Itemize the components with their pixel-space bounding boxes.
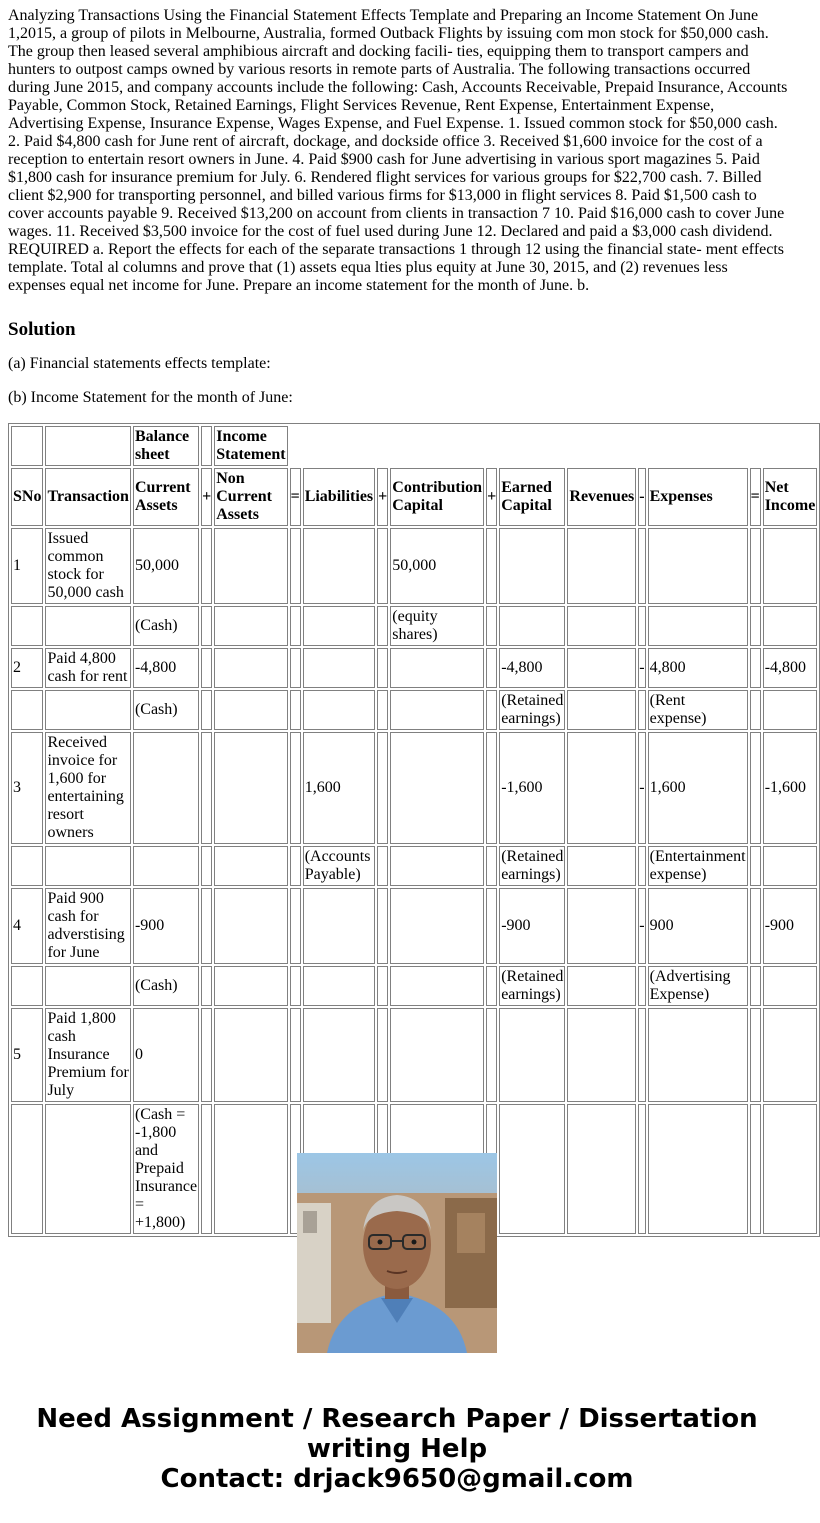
banner-contact[interactable]: Contact: drjack9650@gmail.com: [160, 1464, 634, 1494]
cell-revenues: [567, 648, 636, 688]
cell-plus: [201, 1104, 212, 1234]
cell-contribution-capital: [390, 1008, 484, 1102]
cell-current-assets: 50,000: [133, 528, 199, 604]
cell-revenues: [567, 606, 636, 646]
cell-equals: [290, 648, 301, 688]
cell-contribution-capital: [390, 690, 484, 730]
cell-non-current-assets: [214, 732, 287, 844]
cell-contribution-capital: [390, 966, 484, 1006]
cell-minus: -: [638, 888, 645, 964]
cell-revenues: [567, 846, 636, 886]
cell-earned-capital: [499, 528, 565, 604]
table-row: [11, 606, 817, 646]
cell-non-current-assets: [214, 1104, 287, 1234]
cell-net-income: -900: [763, 888, 818, 964]
cell-plus: [486, 528, 497, 604]
table-row: [11, 888, 817, 964]
cell-minus: [638, 1104, 645, 1234]
column-header-equals: =: [750, 468, 761, 526]
cell-earned-capital: -900: [499, 888, 565, 964]
cell-revenues: [567, 888, 636, 964]
solution-heading: Solution: [8, 319, 76, 340]
cell-minus: [638, 1008, 645, 1102]
table-row: [11, 690, 817, 730]
cell-contribution-capital: [390, 846, 484, 886]
cell-transaction: Paid 900 cash for adverstising for June: [45, 888, 130, 964]
cell-net-income: [763, 606, 818, 646]
cell-plus: [377, 690, 388, 730]
cell-plus: [377, 1008, 388, 1102]
cell-current-assets: (Cash = -1,800 and Prepaid Insurance = +1,800): [133, 1104, 199, 1234]
cell-revenues: [567, 966, 636, 1006]
cell-expenses: [648, 1008, 748, 1102]
cell-earned-capital: [499, 1008, 565, 1102]
cell-revenues: [567, 1008, 636, 1102]
author-photo: [297, 1153, 497, 1353]
cell-revenues: [567, 732, 636, 844]
cell-liabilities: [303, 690, 375, 730]
table-row: [11, 846, 817, 886]
cell-minus: [638, 966, 645, 1006]
column-header-non-current-assets: Non Current Assets: [214, 468, 287, 526]
cell-minus: -: [638, 732, 645, 844]
cell-non-current-assets: [214, 606, 287, 646]
cell-equals: [290, 690, 301, 730]
table-row: [11, 732, 817, 844]
cell-transaction: [45, 1104, 130, 1234]
cell-transaction: Issued common stock for 50,000 cash: [45, 528, 130, 604]
cell-minus: [638, 606, 645, 646]
cell-non-current-assets: [214, 888, 287, 964]
cell-sno: [11, 606, 43, 646]
cell-current-assets: (Cash): [133, 690, 199, 730]
cell-earned-capital: [499, 1104, 565, 1234]
column-header-earned-capital: Earned Capital: [499, 468, 565, 526]
cell-minus: [638, 528, 645, 604]
cell-minus: -: [638, 648, 645, 688]
cell-liabilities: [303, 1008, 375, 1102]
cell-contribution-capital: [390, 732, 484, 844]
cell-equals: [750, 846, 761, 886]
document-body: [8, 7, 794, 423]
cell-liabilities: [303, 966, 375, 1006]
cell-equals: [290, 606, 301, 646]
cell-net-income: [763, 1008, 818, 1102]
cell-net-income: [763, 1104, 818, 1234]
cell-current-assets: -900: [133, 888, 199, 964]
table-row: [11, 528, 817, 604]
cell-plus: [201, 888, 212, 964]
cell-current-assets: (Cash): [133, 606, 199, 646]
column-header-current-assets: Current Assets: [133, 468, 199, 526]
banner-line-1: Need Assignment / Research Paper / Dissertation: [36, 1404, 758, 1434]
column-header-equals: =: [290, 468, 301, 526]
cell-plus: [377, 732, 388, 844]
cell-earned-capital: (Retained earnings): [499, 966, 565, 1006]
cell-plus: [201, 528, 212, 604]
group-header-empty: [45, 426, 130, 466]
group-header-empty: [11, 426, 43, 466]
cell-expenses: (Entertainment expense): [648, 846, 748, 886]
cell-plus: [201, 1008, 212, 1102]
column-header-net-income: Net Income: [763, 468, 818, 526]
cell-sno: [11, 966, 43, 1006]
banner-line-2: writing Help: [306, 1434, 488, 1464]
cell-earned-capital: (Retained earnings): [499, 690, 565, 730]
table-row: [11, 966, 817, 1006]
cell-equals: [290, 888, 301, 964]
cell-transaction: [45, 690, 130, 730]
cell-liabilities: 1,600: [303, 732, 375, 844]
cell-expenses: [648, 606, 748, 646]
effects-template-table: [8, 423, 820, 1237]
cell-non-current-assets: [214, 966, 287, 1006]
cell-equals: [750, 966, 761, 1006]
cell-equals: [750, 732, 761, 844]
cell-plus: [377, 966, 388, 1006]
cell-transaction: Paid 1,800 cash Insurance Premium for July: [45, 1008, 130, 1102]
cell-equals: [750, 1104, 761, 1234]
group-header-empty: [201, 426, 212, 466]
cell-liabilities: [303, 888, 375, 964]
cell-earned-capital: (Retained earnings): [499, 846, 565, 886]
cell-equals: [750, 1008, 761, 1102]
cell-equals: [750, 690, 761, 730]
cell-net-income: [763, 846, 818, 886]
cell-liabilities: (Accounts Payable): [303, 846, 375, 886]
cell-sno: 1: [11, 528, 43, 604]
cell-sno: 3: [11, 732, 43, 844]
cell-expenses: [648, 528, 748, 604]
part-b-label: (b) Income Statement for the month of June:: [8, 389, 293, 406]
promo-banner: [0, 1404, 794, 1494]
column-header-plus: +: [201, 468, 212, 526]
cell-contribution-capital: [390, 648, 484, 688]
cell-plus: [486, 888, 497, 964]
cell-non-current-assets: [214, 648, 287, 688]
cell-sno: 2: [11, 648, 43, 688]
cell-non-current-assets: [214, 1008, 287, 1102]
cell-expenses: 1,600: [648, 732, 748, 844]
cell-equals: [750, 528, 761, 604]
problem-statement: Analyzing Transactions Using the Financial Statement Effects Template and Preparing an Income Statement On June 1,2015, a group of pilots in Melbourne, Australia, formed Outback Flights by issuing com mon stock for $50,000 cash. The group then leased several amphibious aircraft and docking facili- ties, equipping them to transport campers and hunters to outpost camps owned by various resorts in remote parts of Australia. The following transactions occurred during June 2015, and company accounts include the following: Cash, Accounts Receivable, Prepaid Insurance, Accounts Payable, Common Stock, Retained Earnings, Flight Services Revenue, Rent Expense, Entertainment Expense, Advertising Expense, Insurance Expense, Wages Expense, and Fuel Expense. 1. Issued common stock for $50,000 cash. 2. Paid $4,800 cash for June rent of aircraft, dockage, and dockside office 3. Received $1,600 invoice for the cost of a reception to entertain resort owners in June. 4. Paid $900 cash for June advertising in various sport magazines 5. Paid $1,800 cash for insurance premium for July. 6. Rendered flight services for various groups for $22,700 cash. 7. Billed client $2,900 for transporting personnel, and billed various firms for $13,000 in flight services 8. Paid $1,500 cash to cover accounts payable 9. Received $13,200 on account from clients in transaction 7 10. Paid $16,000 cash to cover June wages. 11. Received $3,500 invoice for the cost of fuel used during June 12. Declared and paid a $3,000 cash dividend. REQUIRED a. Report the effects for each of the separate transactions 1 through 12 using the financial state- ment effects template. Total al columns and prove that (1) assets equa lties plus equity at June 30, 2015, and (2) revenues less expenses equal net income for June. Prepare an income statement for the month of June. b.: [8, 7, 788, 294]
column-header-expenses: Expenses: [648, 468, 748, 526]
cell-plus: [377, 648, 388, 688]
cell-transaction: [45, 606, 130, 646]
cell-liabilities: [303, 606, 375, 646]
column-header-liabilities: Liabilities: [303, 468, 375, 526]
cell-equals: [290, 966, 301, 1006]
table-row: [11, 1008, 817, 1102]
cell-equals: [750, 888, 761, 964]
cell-current-assets: 0: [133, 1008, 199, 1102]
cell-expenses: 4,800: [648, 648, 748, 688]
cell-plus: [486, 690, 497, 730]
column-header-row: [11, 468, 817, 526]
column-header-revenues: Revenues: [567, 468, 636, 526]
part-a-label: (a) Financial statements effects template:: [8, 355, 271, 372]
cell-net-income: [763, 966, 818, 1006]
group-header-balance-sheet: Balance sheet: [133, 426, 199, 466]
cell-non-current-assets: [214, 846, 287, 886]
cell-contribution-capital: [390, 888, 484, 964]
cell-contribution-capital: (equity shares): [390, 606, 484, 646]
cell-sno: [11, 846, 43, 886]
cell-plus: [201, 606, 212, 646]
person-photo-icon: [297, 1153, 497, 1353]
cell-current-assets: (Cash): [133, 966, 199, 1006]
column-header-contribution-capital: Contribution Capital: [390, 468, 484, 526]
cell-plus: [377, 606, 388, 646]
cell-expenses: 900: [648, 888, 748, 964]
cell-non-current-assets: [214, 690, 287, 730]
cell-plus: [201, 732, 212, 844]
cell-earned-capital: [499, 606, 565, 646]
column-header-plus: +: [486, 468, 497, 526]
cell-sno: [11, 1104, 43, 1234]
cell-sno: [11, 690, 43, 730]
cell-transaction: Paid 4,800 cash for rent: [45, 648, 130, 688]
cell-liabilities: [303, 528, 375, 604]
cell-equals: [290, 1008, 301, 1102]
cell-current-assets: [133, 846, 199, 886]
group-header-row: [11, 426, 817, 466]
cell-plus: [201, 648, 212, 688]
cell-plus: [201, 966, 212, 1006]
cell-plus: [201, 846, 212, 886]
cell-expenses: [648, 1104, 748, 1234]
cell-plus: [377, 846, 388, 886]
cell-plus: [377, 888, 388, 964]
cell-transaction: [45, 966, 130, 1006]
cell-equals: [750, 606, 761, 646]
effects-table-viewport: [8, 423, 816, 1231]
column-header-transaction: Transaction: [45, 468, 130, 526]
cell-net-income: [763, 528, 818, 604]
cell-plus: [486, 732, 497, 844]
group-header-income-statement: Income Statement: [214, 426, 287, 466]
column-header-sno: SNo: [11, 468, 43, 526]
cell-contribution-capital: 50,000: [390, 528, 484, 604]
cell-liabilities: [303, 648, 375, 688]
cell-plus: [486, 1008, 497, 1102]
cell-sno: 5: [11, 1008, 43, 1102]
cell-transaction: Received invoice for 1,600 for entertaining resort owners: [45, 732, 130, 844]
cell-equals: [750, 648, 761, 688]
table-row: [11, 648, 817, 688]
cell-revenues: [567, 1104, 636, 1234]
cell-plus: [486, 846, 497, 886]
cell-revenues: [567, 690, 636, 730]
cell-net-income: -4,800: [763, 648, 818, 688]
cell-earned-capital: -4,800: [499, 648, 565, 688]
cell-plus: [377, 528, 388, 604]
cell-current-assets: [133, 732, 199, 844]
cell-plus: [486, 648, 497, 688]
cell-plus: [201, 690, 212, 730]
cell-minus: [638, 846, 645, 886]
cell-transaction: [45, 846, 130, 886]
cell-revenues: [567, 528, 636, 604]
cell-expenses: (Rent expense): [648, 690, 748, 730]
cell-non-current-assets: [214, 528, 287, 604]
cell-expenses: (Advertising Expense): [648, 966, 748, 1006]
column-header-plus: +: [377, 468, 388, 526]
cell-equals: [290, 846, 301, 886]
cell-current-assets: -4,800: [133, 648, 199, 688]
cell-earned-capital: -1,600: [499, 732, 565, 844]
cell-plus: [486, 606, 497, 646]
cell-equals: [290, 732, 301, 844]
cell-net-income: [763, 690, 818, 730]
column-header-minus: -: [638, 468, 645, 526]
cell-plus: [486, 966, 497, 1006]
cell-minus: [638, 690, 645, 730]
cell-equals: [290, 528, 301, 604]
cell-sno: 4: [11, 888, 43, 964]
cell-net-income: -1,600: [763, 732, 818, 844]
